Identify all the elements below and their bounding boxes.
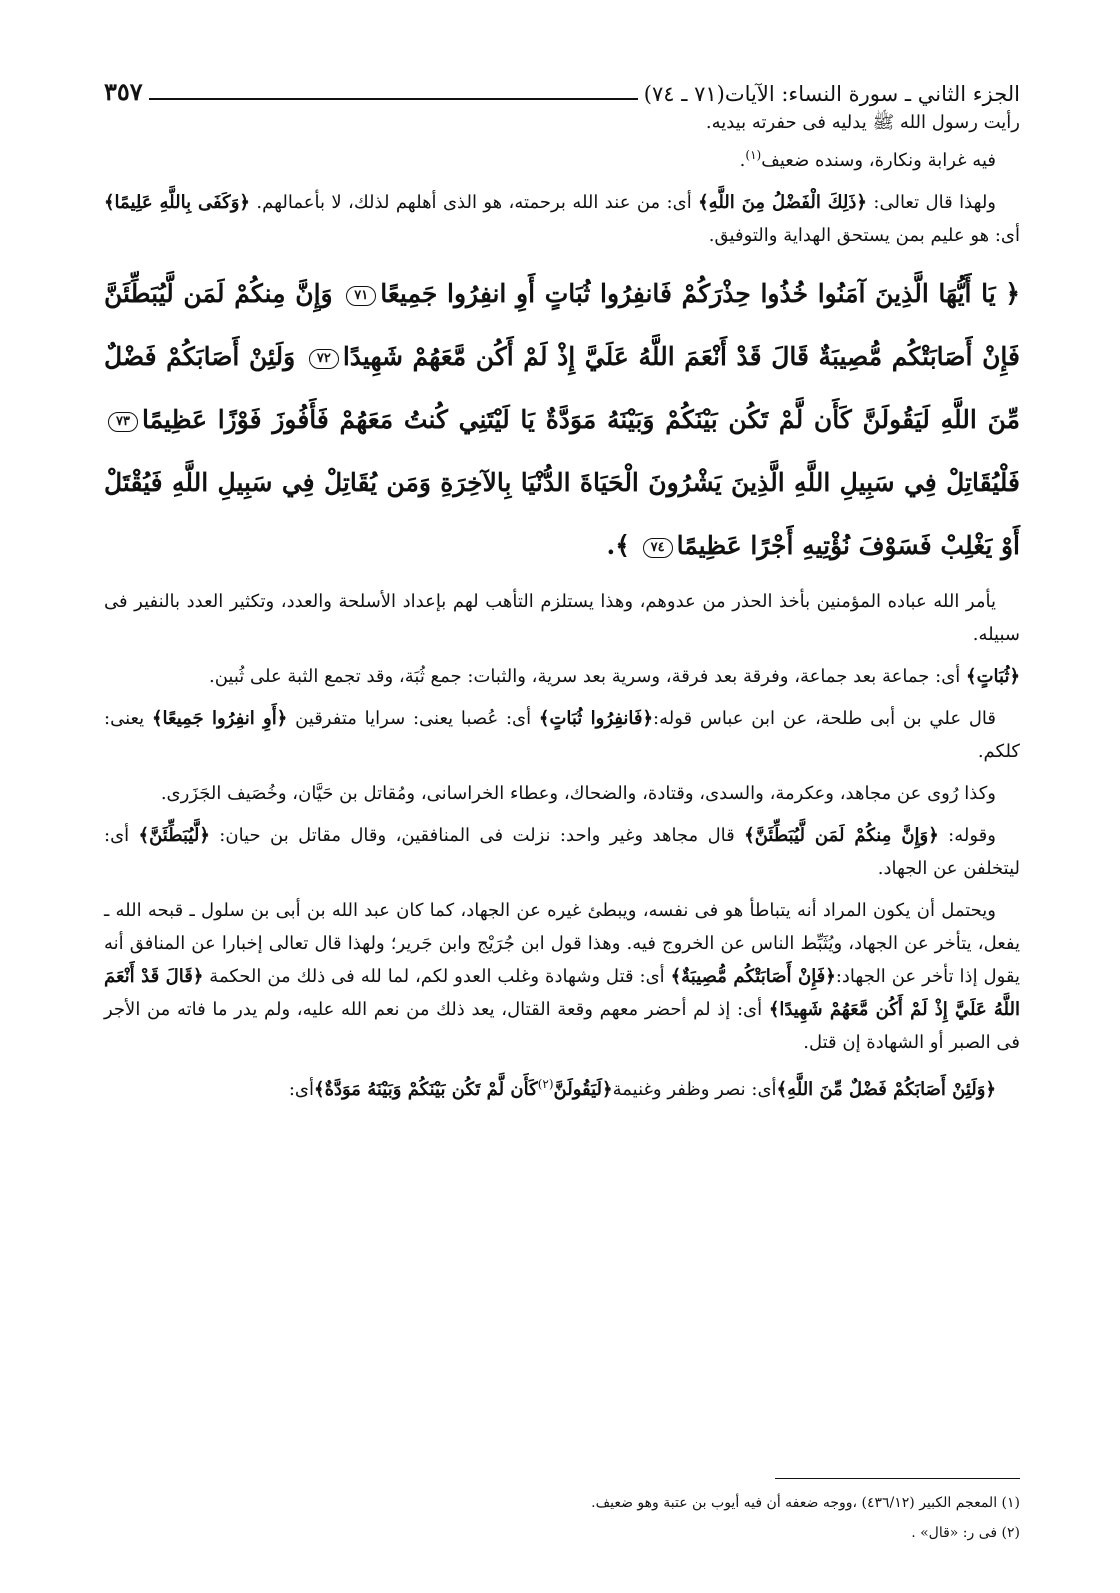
quran-quote: ﴿فَانفِرُوا ثُبَاتٍ﴾ <box>538 708 653 729</box>
quran-quote: ﴿فَإِنْ أَصَابَتْكُم مُّصِيبَةٌ﴾ <box>670 966 836 987</box>
commentary-p5 <box>104 819 1020 885</box>
intro-line-2-end: . <box>739 150 746 171</box>
quran-quote: ﴿لَيَقُولَنَّ <box>553 1079 613 1100</box>
commentary-p3 <box>104 702 1020 768</box>
verse-number-71: ٧١ <box>346 286 376 306</box>
quran-quote: ﴿وَإِنَّ مِنكُمْ لَمَن لَّيُبَطِّئَنَّ﴾ <box>744 825 939 846</box>
verse-73: وَلَئِنْ أَصَابَكُمْ فَضْلٌ مِّنَ اللَّهِ لَيَقُولَنَّ كَأَن لَّمْ تَكُن بَيْنَكُمْ وَبَيْنَهُ مَوَدَّةٌ يَا لَيْتَنِي كُنتُ مَعَهُمْ فَأَفُوزَ فَوْزًا عَظِيمًا <box>104 342 1020 434</box>
verses-close: ﴾. <box>606 531 630 560</box>
commentary-p5-a: وقوله: <box>948 825 996 846</box>
commentary-p2 <box>104 660 1020 693</box>
header-title: الجزء الثاني ـ سورة النساء: الآيات(٧١ ـ ٧٤) <box>643 82 1020 106</box>
quran-quote: ﴿وَكَفَى بِاللَّهِ عَلِيمًا﴾ <box>104 192 250 213</box>
quran-quote: ﴿قَالَ قَدْ أَنْعَمَ اللَّهُ عَلَيَّ إِذْ لَمْ أَكُن مَّعَهُمْ شَهِيدًا﴾ <box>104 966 1020 1020</box>
commentary-p6-a: ويحتمل أن يكون المراد أنه يتباطأ هو فى نفسه، ويبطئ غيره عن الجهاد، كما كان عبد الله بن أبى بن سلول ـ قبحه الله ـ يفعل، يتأخر عن الجهاد، ويُثَبِّط الناس عن الخروج فيه. وهذا قول ابن جُرَيْج وابن جَرير؛ ولهذا قال تعالى إخبارا عن المنافق أنه يقول إذا تأخر عن الجهاد: <box>104 900 1020 987</box>
commentary-p6-b: أى: قتل وشهادة وغلب العدو لكم، لما لله فى ذلك من الحكمة <box>209 966 665 987</box>
intro-p3-c: أى: هو عليم بمن يستحق الهداية والتوفيق. <box>708 225 1020 246</box>
intro-p3-a: ولهذا قال تعالى: <box>873 192 997 213</box>
verse-72: وَإِنَّ مِنكُمْ لَمَن لَّيُبَطِّئَنَّ فَإِنْ أَصَابَتْكُم مُّصِيبَةٌ قَالَ قَدْ أَنْعَمَ اللَّهُ عَلَيَّ إِذْ لَمْ أَكُن مَّعَهُمْ شَهِيدًا <box>104 279 1020 371</box>
quran-quote: ﴿لَّيُبَطِّئَنَّ﴾ <box>138 825 210 846</box>
verse-number-72: ٧٢ <box>309 349 339 369</box>
commentary-p7-a: أى: نصر وظفر وغنيمة <box>612 1079 777 1100</box>
verse-number-74: ٧٤ <box>643 538 673 558</box>
commentary-p2-text: أى: جماعة بعد جماعة، وفرقة بعد فرقة، وسرية بعد سرية، والثبات: جمع ثُبَة، وقد تجمع الثبة على ثُبين. <box>208 666 961 687</box>
intro-line-2-text: فيه غرابة ونكارة، وسنده ضعيف <box>761 150 996 171</box>
verse-71: ﴿ يَا أَيُّهَا الَّذِينَ آمَنُوا خُذُوا حِذْرَكُمْ فَانفِرُوا ثُبَاتٍ أَوِ انفِرُوا جَمِيعًا <box>380 279 1020 308</box>
commentary-p7 <box>104 1068 1020 1106</box>
verse-number-73: ٧٣ <box>108 412 138 432</box>
footnote-ref-1: (١) <box>745 148 762 162</box>
commentary-p3-b: أى: عُصبا يعنى: سرايا متفرقين <box>295 708 532 729</box>
footnote-ref-2: (٢) <box>537 1077 554 1091</box>
quran-quote: ﴿وَلَئِنْ أَصَابَكُمْ فَضْلٌ مِّنَ اللَّهِ﴾ <box>776 1079 996 1100</box>
commentary-section <box>104 585 1020 1106</box>
commentary-p5-c: أى: ليتخلفن عن الجهاد. <box>104 825 1020 879</box>
commentary-p3-c: يعنى: كلكم. <box>104 708 1020 762</box>
intro-line-1: رأيت رسول الله ﷺ يدليه فى حفرته بيديه. <box>705 112 1020 133</box>
quran-quote: ﴿ثُبَاتٍ﴾ <box>966 666 1020 687</box>
commentary-p6 <box>104 894 1020 1059</box>
intro-section <box>104 106 1020 252</box>
quran-verses-block <box>104 262 1020 577</box>
commentary-p4: وكذا رُوى عن مجاهد، وعكرمة، والسدى، وقتادة، والضحاك، وعطاء الخراسانى، ومُقاتل بن حَيَّان، وخُصَيف الجَزَرى. <box>160 783 996 804</box>
commentary-p7-b: أى: <box>288 1079 315 1100</box>
quran-quote: كَأَن لَّمْ تَكُن بَيْنَكُمْ وَبَيْنَهُ مَوَدَّةٌ﴾ <box>314 1079 538 1100</box>
verse-74: فَلْيُقَاتِلْ فِي سَبِيلِ اللَّهِ الَّذِينَ يَشْرُونَ الْحَيَاةَ الدُّنْيَا بِالآخِرَةِ وَمَن يُقَاتِلْ فِي سَبِيلِ اللَّهِ فَيُقْتَلْ أَوْ يَغْلِبْ فَسَوْفَ نُؤْتِيهِ أَجْرًا عَظِيمًا <box>104 468 1020 560</box>
intro-line-2 <box>104 139 1020 177</box>
footnote-1: (١) المعجم الكبير (٤٣٦/١٢) ،ووجه ضعفه أن فيه أيوب بن عتبة وهو ضعيف. <box>591 1495 1020 1511</box>
footnotes <box>104 1488 1020 1548</box>
commentary-p3-a: قال علي بن أبى طلحة، عن ابن عباس قوله: <box>653 708 996 729</box>
intro-paragraph-3 <box>104 186 1020 252</box>
commentary-p6-c: أى: إذ لم أحضر معهم وقعة القتال، يعد ذلك من نعم الله عليه، ولم يدر ما فاته من الأجر فى الصبر أو الشهادة إن قتل. <box>104 999 1020 1053</box>
commentary-p1: يأمر الله عباده المؤمنين بأخذ الحذر من عدوهم، وهذا يستلزم التأهب لهم بإعداد الأسلحة والعدد، وتكثير العدد بالنفير فى سبيله. <box>104 591 1020 645</box>
header-rule <box>149 98 638 100</box>
quran-quote: ﴿ذَلِكَ الْفَضْلُ مِنَ اللَّهِ﴾ <box>698 192 867 213</box>
quran-quote: ﴿أَوِ انفِرُوا جَمِيعًا﴾ <box>151 708 288 729</box>
intro-p3-b: أى: من عند الله برحمته، هو الذى أهلهم لذلك، لا بأعمالهم. <box>256 192 692 213</box>
footnote-2: (٢) فى ر: «قال» . <box>911 1525 1020 1541</box>
commentary-p5-b: قال مجاهد وغير واحد: نزلت فى المنافقين، وقال مقاتل بن حيان: <box>219 825 735 846</box>
page-number: ٣٥٧ <box>104 77 143 106</box>
running-header <box>104 72 1020 106</box>
footnote-rule <box>775 1478 1020 1479</box>
